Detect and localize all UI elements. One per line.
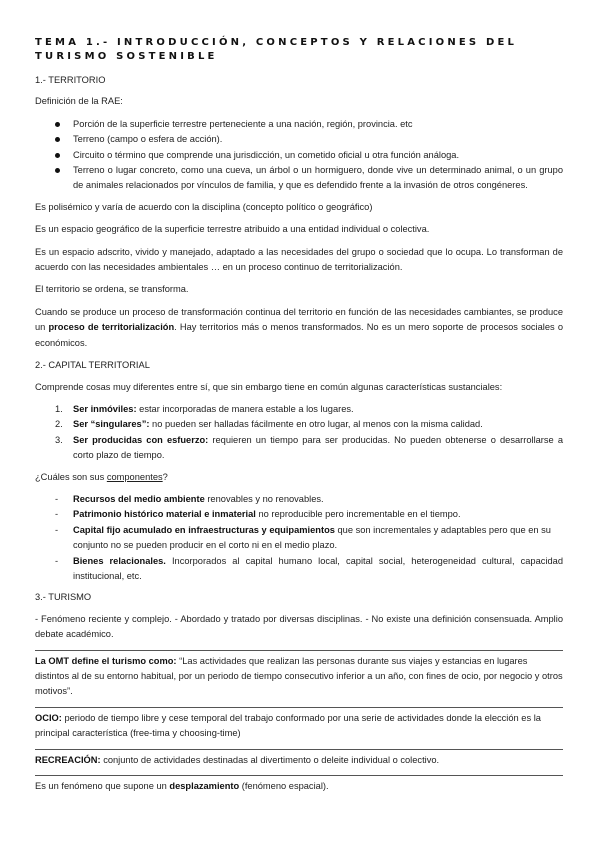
bold-term: proceso de territorialización	[48, 322, 175, 333]
list-item: Terreno o lugar concreto, como una cueva, un árbol o un hormiguero, donde vive un determinado animal, o un grupo de animales relacionados por vínculos de familia, y que es defendido frente a la invasión de otros congéneres.	[73, 163, 563, 194]
section-heading-turismo: 3.- TURISMO	[35, 592, 92, 603]
list-item: Porción de la superficie terrestre perteneciente a una nación, región, provincia. etc	[73, 117, 563, 132]
paragraph: - Fenómeno reciente y complejo. - Abordado y tratado por diversas disciplinas. - No existe una definición consensuada. Amplio debate académico.	[35, 613, 563, 640]
item-number: 2.	[55, 419, 63, 430]
paragraph: Es polisémico y varía de acuerdo con la disciplina (concepto político o geográfico)	[35, 201, 373, 212]
text: Es un fenómeno que supone un	[35, 781, 170, 792]
bold-term: Recursos del medio ambiente	[73, 493, 205, 504]
text: no reproducible pero incrementable en el tiempo.	[255, 509, 461, 520]
document-page	[35, 36, 563, 801]
item-number: 3.	[55, 434, 63, 445]
text: . Hay territorios más o menos transformados. No es un mero soporte de procesos sociales o económicos.	[35, 322, 563, 348]
bold-term: OCIO:	[35, 712, 62, 723]
text: “Las actividades que realizan las personas durante sus viajes y estancias en lugares distintos al de su entorno habitual, por un periodo de tiempo consecutivo inferior a un año, con fines de ocio, por negocio y otros motivos”.	[35, 655, 563, 697]
paragraph: Es un espacio geográfico de la superficie terrestre atribuido a una entidad individual o colectiva.	[35, 224, 430, 235]
paragraph: Es un espacio adscrito, vivido y manejado, adaptado a las necesidades del grupo o sociedad que lo ocupa. Lo transforman de acuerdo con las necesidades ambientales … en un proceso continuo de territorialización.	[35, 246, 563, 273]
list-item	[73, 523, 563, 554]
text: que son incrementales y adaptables pero que en su conjunto no se pueden producir en el corto ni en el medio plazo.	[73, 524, 551, 551]
list-item	[73, 554, 563, 585]
document-title: TEMA 1.- INTRODUCCIÓN, CONCEPTOS Y RELACIONES DEL TURISMO SOSTENIBLE	[35, 37, 518, 62]
list-item	[55, 402, 563, 417]
text: Incorporados al capital humano local, capital social, heterogeneidad cultural, capacidad institucional, etc.	[73, 555, 563, 581]
paragraph: El territorio se ordena, se transforma.	[35, 284, 189, 295]
bold-term: Bienes relacionales.	[73, 555, 166, 566]
text: ?	[162, 471, 168, 482]
bold-term: Capital fijo acumulado en infraestructuras y equipamientos	[73, 524, 335, 535]
bold-term: RECREACIÓN:	[35, 754, 101, 765]
list-item	[55, 433, 564, 464]
bold-term: Ser inmóviles:	[73, 403, 137, 414]
bold-term: Patrimonio histórico material e inmaterial	[73, 509, 256, 520]
list-item	[73, 492, 563, 507]
text: renovables y no renovables.	[204, 493, 324, 504]
list-item	[73, 507, 563, 522]
item-number: 1.	[55, 403, 63, 414]
components-question	[35, 470, 563, 485]
bold-term: Ser “singulares”:	[73, 419, 150, 430]
rae-intro: Definición de la RAE:	[35, 96, 123, 107]
text: Cuando se produce un proceso de transformación continua del territorio en función de las necesidades cambiantes, se produce un	[35, 306, 563, 333]
paragraph	[35, 305, 563, 351]
text: ¿Cuáles son sus	[35, 471, 107, 482]
text: conjunto de actividades destinadas al divertimento o deleite individual o colectivo.	[100, 754, 440, 765]
components-list	[35, 492, 563, 584]
bold-term: La OMT define el turismo como:	[35, 655, 177, 666]
text: (fenómeno espacial).	[239, 781, 329, 792]
list-item	[55, 417, 563, 432]
list-item: Terreno (campo o esfera de acción).	[73, 132, 563, 147]
ocio-definition	[35, 707, 563, 742]
text: requieren un tiempo para ser producidas. No pueden obtenerse o desarrollarse a corto plazo de tiempo.	[73, 434, 564, 461]
section-heading-capital-territorial: 2.- CAPITAL TERRITORIAL	[35, 360, 150, 371]
paragraph: Comprende cosas muy diferentes entre sí, que sin embargo tiene en común algunas características sustanciales:	[35, 381, 503, 392]
underlined-term: componentes	[106, 471, 163, 482]
text: estar incorporadas de manera estable a los lugares.	[136, 403, 354, 414]
text: periodo de tiempo libre y cese temporal del trabajo conformado por una serie de actividades donde la elección es la principal característica (free-tima y choosing-time)	[35, 712, 541, 739]
rae-definitions-list	[35, 117, 563, 194]
characteristics-list	[35, 402, 563, 464]
section-heading-territorio: 1.- TERRITORIO	[35, 75, 106, 85]
text: no pueden ser halladas fácilmente en otro lugar, al menos con la misma calidad.	[149, 419, 483, 430]
omt-definition	[35, 650, 563, 700]
bold-term: desplazamiento	[169, 781, 240, 792]
desplazamiento-paragraph	[35, 775, 563, 794]
bold-term: Ser producidas con esfuerzo:	[73, 434, 209, 445]
recreacion-definition	[35, 749, 563, 768]
list-item: Circuito o término que comprende una jurisdicción, un cometido oficial u otra función análoga.	[73, 148, 563, 163]
